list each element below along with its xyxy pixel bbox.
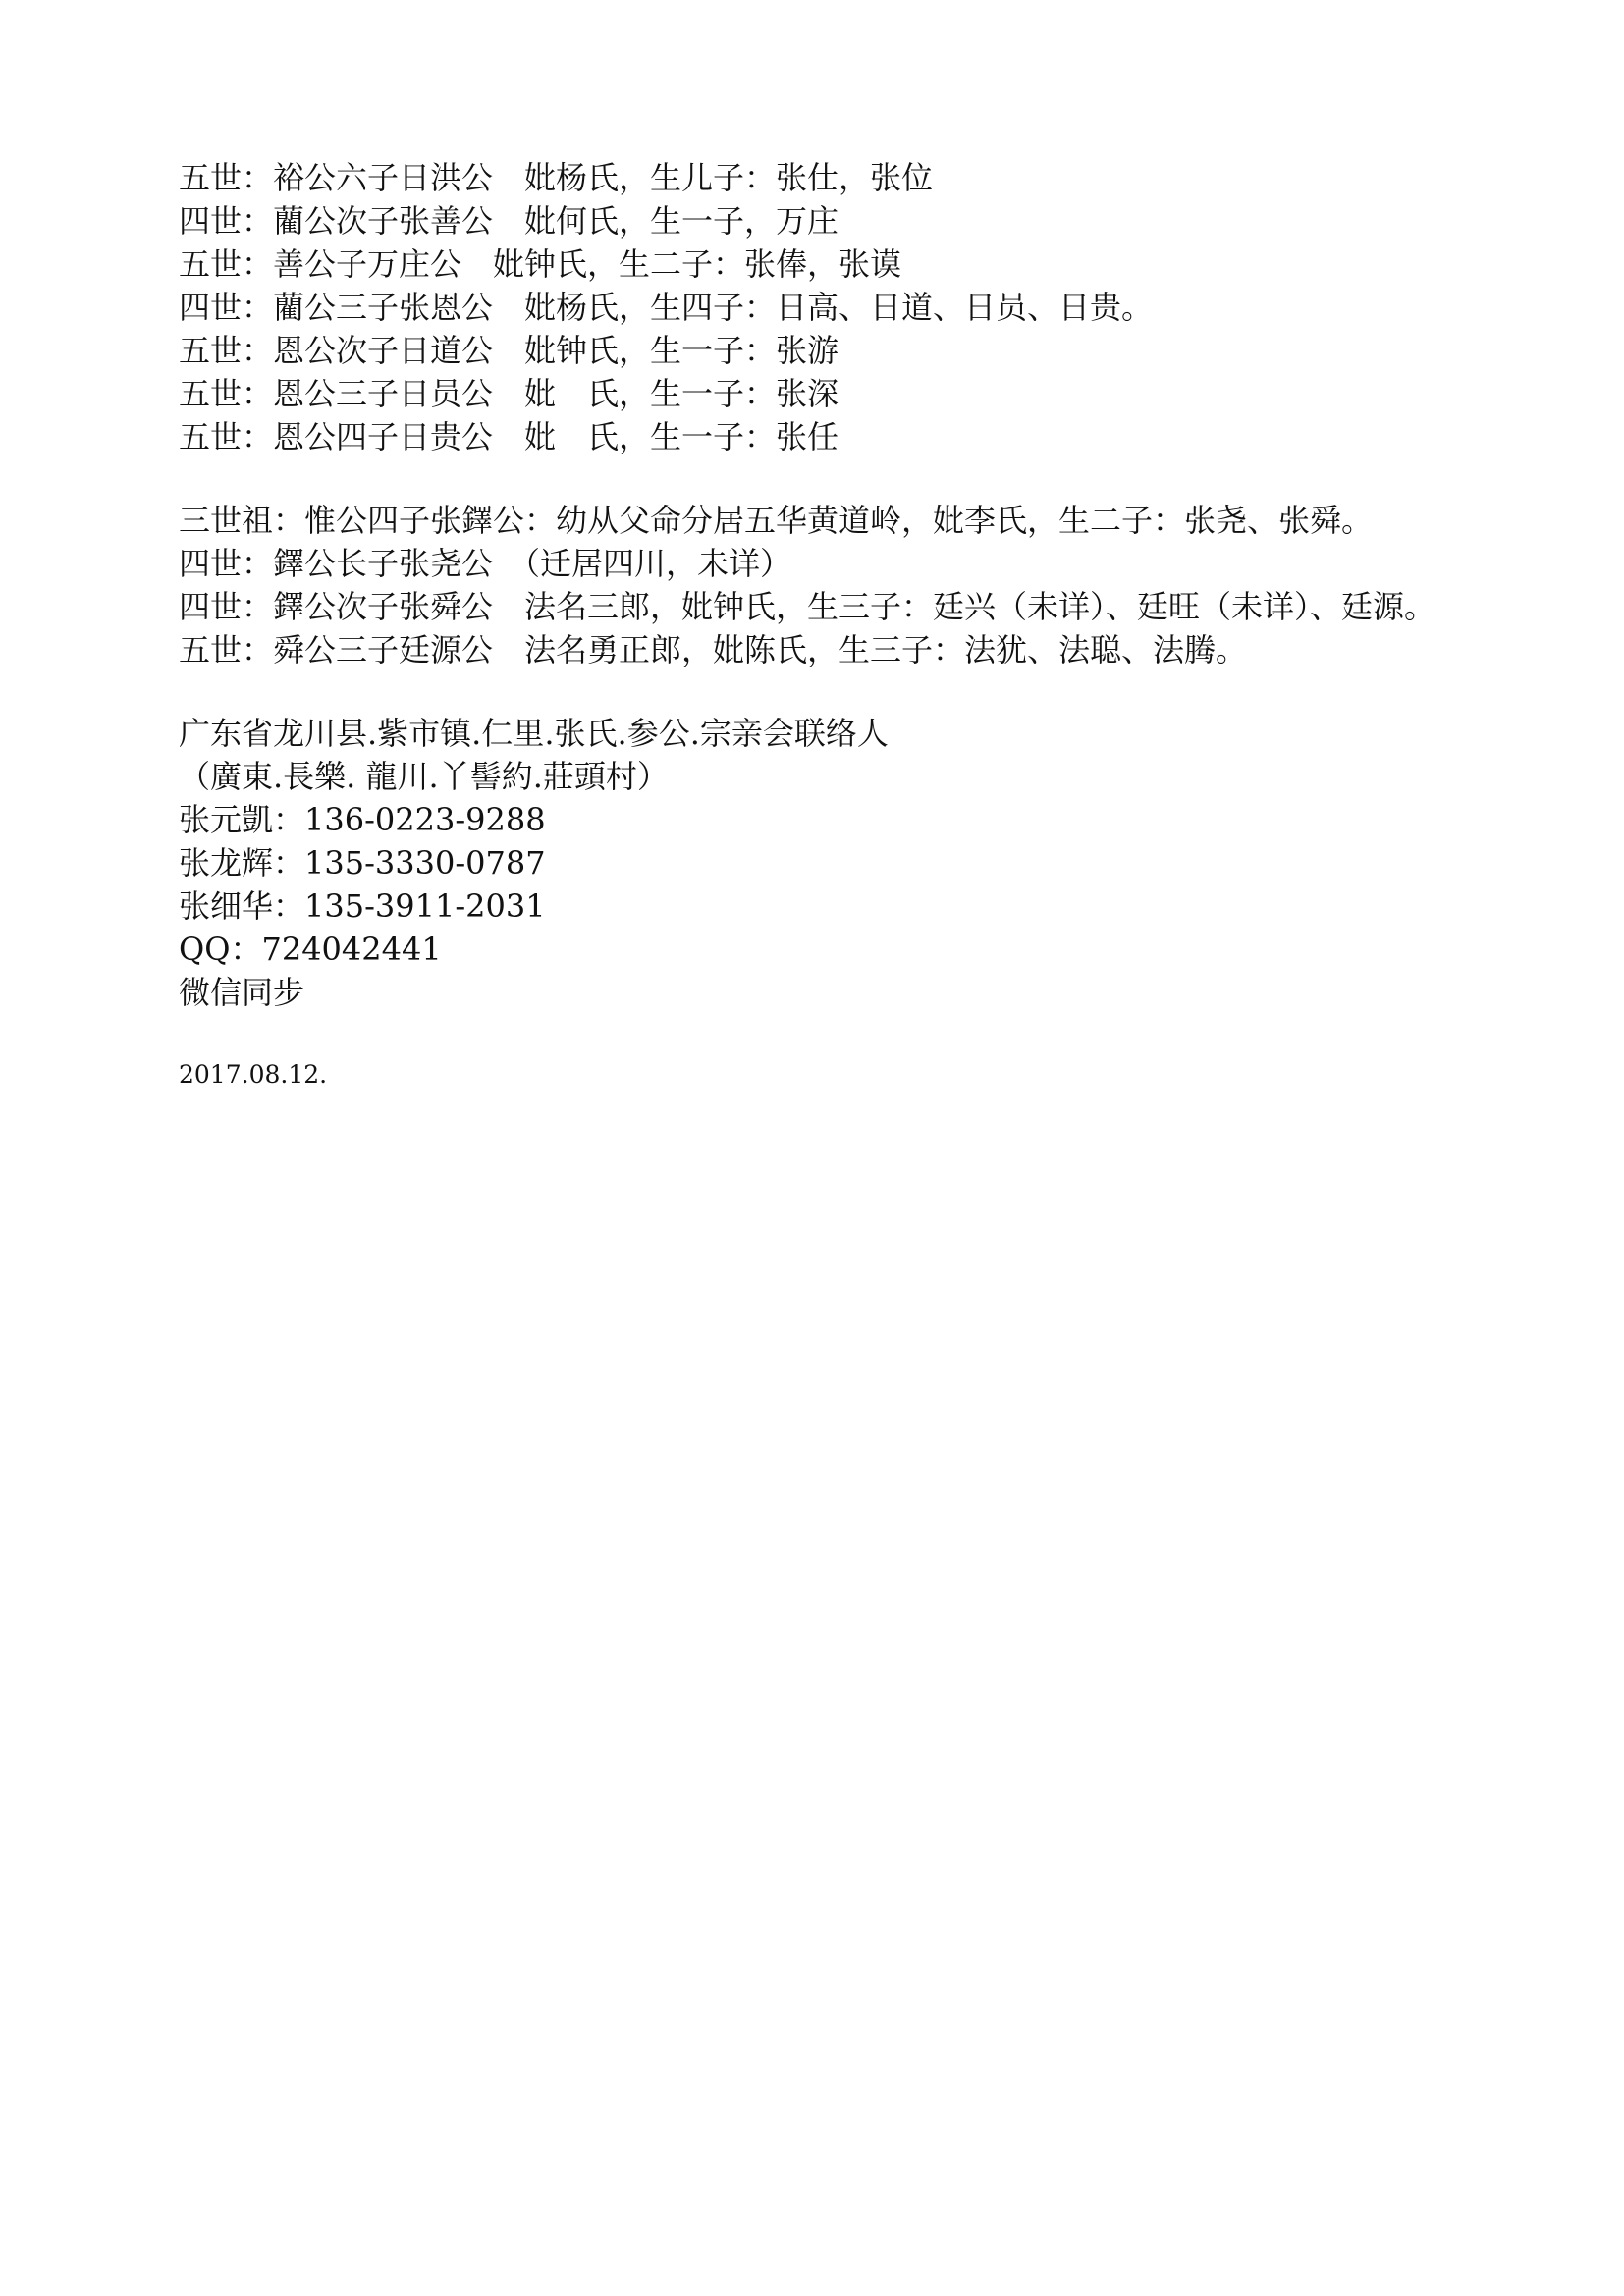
genealogy-line: 四世：鐸公次子张舜公 法名三郎，妣钟氏，生三子：廷兴（未详）、廷旺（未详）、廷源。 xyxy=(179,588,1436,625)
contact-person: 张龙辉：135-3330-0787 xyxy=(179,844,546,881)
genealogy-line: 五世：恩公次子日道公 妣钟氏，生一子：张游 xyxy=(179,332,839,369)
contact-person: 张元凱：136-0223-9288 xyxy=(179,801,546,838)
genealogy-section-1 xyxy=(179,156,1553,458)
genealogy-line: 四世：藺公次子张善公 妣何氏，生一子，万庄 xyxy=(179,202,839,240)
genealogy-line: 五世：善公子万庄公 妣钟氏，生二子：张俸，张谟 xyxy=(179,245,902,283)
genealogy-section-2 xyxy=(179,499,1553,671)
genealogy-line: 三世祖：惟公四子张鐸公：幼从父命分居五华黄道岭，妣李氏，生二子：张尧、张舜。 xyxy=(179,502,1374,539)
genealogy-line: 五世：舜公三子廷源公 法名勇正郎，妣陈氏，生三子：法犹、法聪、法腾。 xyxy=(179,631,1248,668)
contact-wechat: 微信同步 xyxy=(179,974,305,1011)
genealogy-line: 四世：鐸公长子张尧公 （迁居四川，未详） xyxy=(179,545,792,582)
contact-subheading: （廣東.長樂. 龍川.丫髻約.莊頭村） xyxy=(179,758,669,795)
document-date: 2017.08.12. xyxy=(179,1060,328,1089)
genealogy-line: 五世：恩公四子日贵公 妣 氏，生一子：张任 xyxy=(179,418,839,455)
contact-qq: QQ：724042441 xyxy=(179,931,442,968)
genealogy-line: 五世：恩公三子日员公 妣 氏，生一子：张深 xyxy=(179,375,839,412)
contact-section xyxy=(179,712,1553,1014)
date-section xyxy=(179,1053,1553,1096)
contact-heading: 广东省龙川县.紫市镇.仁里.张氏.参公.宗亲会联络人 xyxy=(179,715,889,752)
genealogy-line: 五世：裕公六子日洪公 妣杨氏，生儿子：张仕，张位 xyxy=(179,159,934,196)
contact-person: 张细华：135-3911-2031 xyxy=(179,887,546,925)
genealogy-line: 四世：藺公三子张恩公 妣杨氏，生四子：日高、日道、日员、日贵。 xyxy=(179,289,1154,326)
